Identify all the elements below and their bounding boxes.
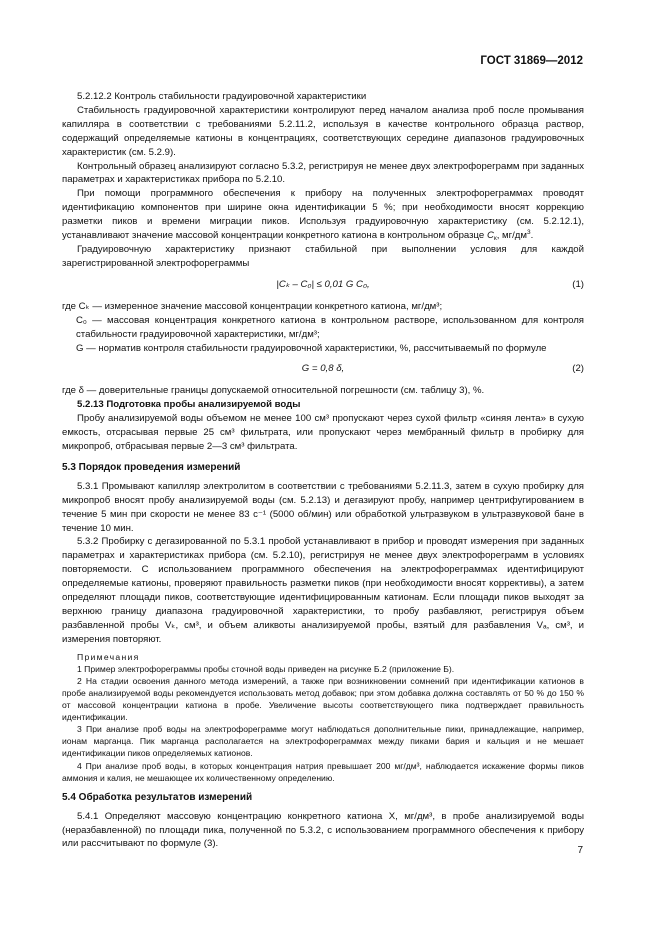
formula-expression: |Cₖ – C₀| ≤ 0,01 G C₀, [276, 278, 370, 290]
formula-number: (2) [572, 363, 584, 375]
paragraph: Стабильность градуировочной характеристики контролируют перед началом анализа проб после промывания капилляра в соответствии с требованиями 5.2.11.2, используя в качестве контрольного образца раствор, содержащий определяемые катионы в концентрациях, соответствующих середине диапазонов градуировочных характеристик (см. 5.2.9). [62, 104, 584, 158]
formula-legend: C₀ — массовая концентрация конкретного катиона в контрольном растворе, использованном для контроля стабильности градуировочной характеристики, мг/дм³; [76, 314, 584, 340]
page-number: 7 [577, 845, 583, 856]
paragraph: 5.3.2 Пробирку с дегазированной по 5.3.1 пробой устанавливают в прибор и проводят измерения при заданных параметрах и характеристиках прибора (см. 5.2.10), регистрируя не менее двух электрофореграмм в условиях повторяемости. С использованием программного обеспечения на электрофореграммах идентифицируют определяемые катионы, проверяют правильность разметки пиков (при необходимости вносят коррективы), а затем определяют площади пиков, соответствующие идентифицированным катионам. Если площади пиков выходят за верхнюю границу диапазона градуировочной характеристики, то пробу разбавляют, регистрируя объем разбавленной пробы Vₖ, см³, и объем аликвоты анализируемой пробы, взятый для разбавления Vₐ, см³, и измерения повторяют. [62, 536, 584, 645]
notes-block [62, 651, 584, 784]
section-heading: 5.3 Порядок проведения измерений [62, 461, 241, 473]
note-item: 1 Пример электрофореграммы пробы сточной воды приведен на рисунке Б.2 (приложение Б). [77, 663, 455, 674]
paragraph: 5.3.1 Промывают капилляр электролитом в соответствии с требованиями 5.2.11.3, затем в сухую пробирку для микропроб вносят пробу анализируемой воды (см. 5.2.13) и дегазируют пробу, например центрифугированием в течение 5 мин при скорости не менее 83 с⁻¹ (5000 об/мин) или обработкой ультразвуком в ультразвуковой бане в течение 10 мин. [62, 480, 584, 534]
paragraph: При помощи программного обеспечения к прибору на полученных электрофореграммах проводят идентификацию компонентов при ширине окна идентификации 5 %; при необходимости вносят коррекцию разметки пиков и времени миграции пиков. Используя градуировочную характеристику (см. 5.2.12.1), устанавливают значение массовой концентрации конкретного катиона в контрольном образце $C_к$, $мг/дм^3$. [62, 188, 584, 243]
document-body [62, 90, 584, 851]
note-item: 4 При анализе проб воды, в которых концентрация натрия превышает 200 мг/дм³, наблюдается искажение формы пиков аммония и калия, не мешающее их количественному определению. [62, 760, 584, 783]
section-heading: 5.4 Обработка результатов измерений [62, 791, 253, 803]
notes-title: Примечания [77, 651, 140, 662]
formula-legend: где δ — доверительные границы допускаемой относительной погрешности (см. таблицу 3), %. [62, 385, 485, 397]
paragraph: 5.4.1 Определяют массовую концентрацию конкретного катиона X, мг/дм³, в пробе анализируемой воды (неразбавленной) по площади пика, полученной по 5.3.2, с использованием программного обеспечения к прибору или рассчитывают по формуле (3). [62, 810, 584, 850]
formula-legend: где Cₖ — измеренное значение массовой концентрации конкретного катиона, мг/дм³; [62, 300, 443, 312]
subsection-heading: 5.2.12.2 Контроль стабильности градуировочной характеристики [77, 91, 367, 102]
note-item: 2 На стадии освоения данного метода измерений, а также при возникновении сомнений при идентификации катионов в пробе анализируемой воды рекомендуется использовать метод добавок; при этом добавка должна составлять от 50 % до 150 % от массовой концентрации катиона в пробе. Увеличение высоты соответствующего пика подтверждает правильность идентификации. [62, 675, 584, 723]
formula-1 [62, 273, 584, 297]
note-item: 3 При анализе проб воды на электрофореграмме могут наблюдаться дополнительные пики, принадлежащие, например, ионам марганца. Пик марганца располагается на электрофореграммах между пиками бария и кальция и не мешает идентификации пиков определяемых катионов. [62, 724, 584, 759]
paragraph: Контрольный образец анализируют согласно 5.3.2, регистрируя не менее двух электрофореграмм при заданных параметрах и характеристиках прибора по 5.2.10. [62, 160, 584, 186]
subsection-heading: 5.2.13 Подготовка пробы анализируемой воды [77, 399, 301, 411]
standard-header: ГОСТ 31869—2012 [480, 55, 583, 67]
formula-legend: G — норматив контроля стабильности градуировочной характеристики, %, рассчитываемый по формуле [76, 342, 547, 354]
paragraph: Пробу анализируемой воды объемом не менее 100 см³ пропускают через сухой фильтр «синяя лента» в сухую емкость, отсрасывая первые 25 см³ фильтрата, или пропускают через мембранный фильтр в пробирку для микропроб, отбрасывая первые 2—3 см³ фильтрата. [62, 413, 584, 453]
formula-number: (1) [572, 278, 584, 290]
formula-2 [62, 357, 584, 381]
formula-expression: G = 0,8 δ, [301, 363, 345, 375]
paragraph: Градуировочную характеристику признают стабильной при выполнении условия для каждой зарегистрированной электрофореграммы [62, 243, 584, 269]
